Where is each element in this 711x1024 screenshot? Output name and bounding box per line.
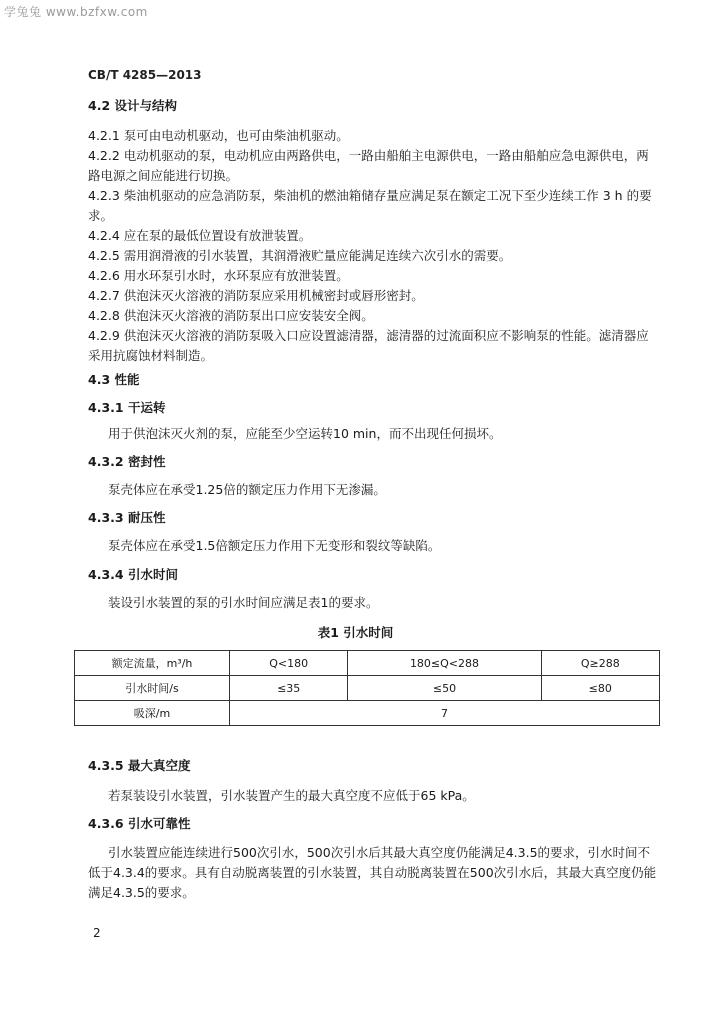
section-4-2-heading: 4.2 设计与结构 — [88, 98, 177, 113]
clause-4-3-4-heading: 4.3.4 引水时间 — [88, 567, 178, 582]
table-row — [75, 651, 660, 676]
table-1-caption: 表1 引水时间 — [317, 625, 394, 640]
clause-4-2-8: 4.2.8 供泡沫灭火溶液的消防泵出口应安装安全阀。 — [88, 308, 374, 323]
clause-4-3-3-heading: 4.3.3 耐压性 — [88, 510, 166, 525]
clause-4-2-1: 4.2.1 泵可由电动机驱动，也可由柴油机驱动。 — [88, 128, 349, 143]
standard-code: CB/T 4285—2013 — [88, 68, 202, 82]
clause-4-3-6-heading: 4.3.6 引水可靠性 — [88, 816, 191, 831]
table-cell: ≤50 — [348, 676, 541, 701]
table-cell: 180≤Q<288 — [348, 651, 541, 676]
table-cell: ≤35 — [230, 676, 348, 701]
clause-4-3-6-text: 引水装置应能连续进行500次引水，500次引水后其最大真空度仍能满足4.3.5的要求，引水时间不低于4.3.4的要求。具有自动脱离装置的引水装置，其自动脱离装置在500次引水后，其最大真空度仍能满足4.3.5的要求。 — [88, 845, 657, 900]
clause-4-3-5-heading: 4.3.5 最大真空度 — [88, 758, 191, 773]
section-4-3-heading: 4.3 性能 — [88, 372, 140, 387]
clause-4-3-4-text: 装设引水装置的泵的引水时间应满足表1的要求。 — [108, 595, 379, 610]
clause-4-3-1-text: 用于供泡沫灭火剂的泵，应能至少空运转10 min，而不出现任何损坏。 — [108, 426, 502, 441]
table-cell: 吸深/m — [75, 701, 230, 726]
table-cell: 引水时间/s — [75, 676, 230, 701]
table-cell: 7 — [230, 701, 660, 726]
clause-4-2-7: 4.2.7 供泡沫灭火溶液的消防泵应采用机械密封或唇形密封。 — [88, 288, 424, 303]
page-number: 2 — [93, 926, 101, 940]
table-1 — [74, 650, 660, 726]
clause-4-3-3-text: 泵壳体应在承受1.5倍额定压力作用下无变形和裂纹等缺陷。 — [108, 538, 441, 553]
clause-4-2-2: 4.2.2 电动机驱动的泵，电动机应由两路供电，一路由船舶主电源供电，一路由船舶应急电源供电，两路电源之间应能进行切换。 — [88, 148, 649, 183]
clause-4-2-4: 4.2.4 应在泵的最低位置设有放泄装置。 — [88, 228, 312, 243]
clause-4-2-5: 4.2.5 需用润滑液的引水装置，其润滑液贮量应能满足连续六次引水的需要。 — [88, 248, 512, 263]
table-row — [75, 701, 660, 726]
table-row — [75, 676, 660, 701]
clause-4-3-5-text: 若泵装设引水装置，引水装置产生的最大真空度不应低于65 kPa。 — [108, 788, 475, 803]
table-cell: ≤80 — [541, 676, 659, 701]
table-cell: Q≥288 — [541, 651, 659, 676]
watermark: 学兔兔 www.bzfxw.com — [4, 5, 148, 19]
clause-4-2-3: 4.2.3 柴油机驱动的应急消防泵，柴油机的燃油箱储存量应满足泵在额定工况下至少连续工作 3 h 的要求。 — [88, 188, 652, 223]
clause-4-3-1-heading: 4.3.1 干运转 — [88, 400, 166, 415]
table-cell: 额定流量，m³/h — [75, 651, 230, 676]
table-cell: Q<180 — [230, 651, 348, 676]
clause-4-2-6: 4.2.6 用水环泵引水时，水环泵应有放泄装置。 — [88, 268, 349, 283]
clause-4-2-9: 4.2.9 供泡沫灭火溶液的消防泵吸入口应设置滤清器，滤清器的过流面积应不影响泵的性能。滤清器应采用抗腐蚀材料制造。 — [88, 328, 649, 363]
clause-4-3-2-heading: 4.3.2 密封性 — [88, 454, 166, 469]
clause-4-3-2-text: 泵壳体应在承受1.25倍的额定压力作用下无渗漏。 — [108, 482, 386, 497]
